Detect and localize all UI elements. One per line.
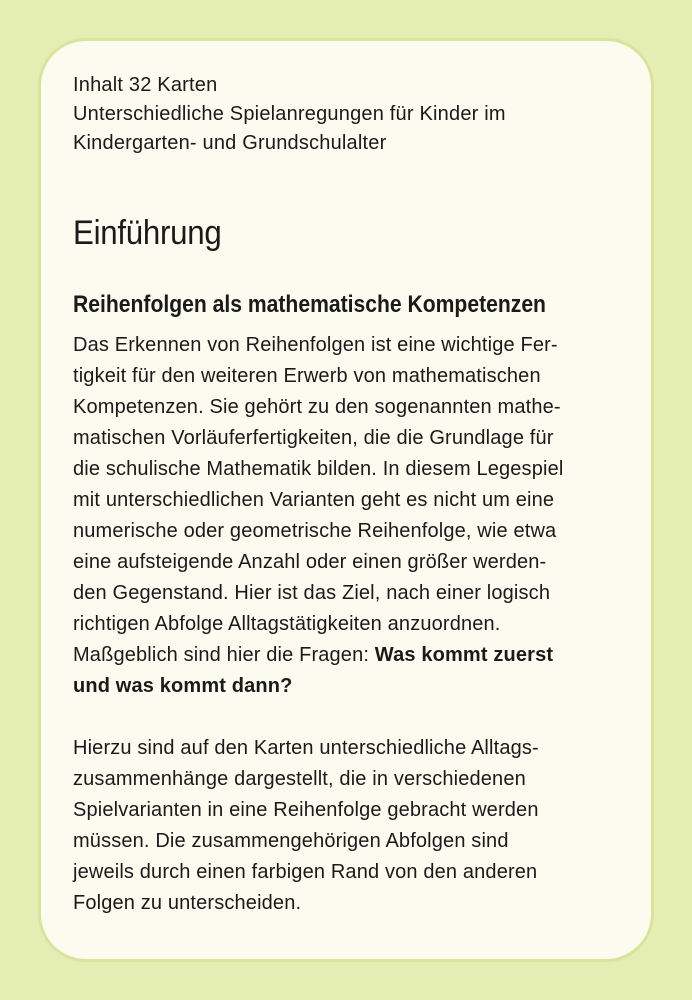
question-bold: Was kommt zuerst — [374, 644, 554, 666]
intro-line: Inhalt 32 Karten — [73, 74, 218, 96]
paragraph-line: mit unterschiedlichen Varianten geht es nicht um eine — [73, 489, 555, 511]
intro-line: Unterschiedliche Spielanregungen für Kinder im — [73, 103, 506, 125]
paragraph-line: Folgen zu unterscheiden. — [73, 892, 302, 914]
paragraph-1 — [73, 330, 633, 702]
paragraph-2 — [73, 733, 633, 919]
paragraph-line: zusammenhänge dargestellt, die in verschiedenen — [73, 768, 526, 790]
question-prefix: Maßgeblich sind hier die Fragen: — [73, 644, 375, 666]
paragraph-line: richtigen Abfolge Alltagstätigkeiten anzuordnen. — [73, 613, 501, 635]
question-line — [73, 671, 633, 702]
question-line — [73, 640, 633, 671]
paragraph-line: den Gegenstand. Hier ist das Ziel, nach einer logisch — [73, 582, 551, 604]
paragraph-line: müssen. Die zusammengehörigen Abfolgen sind — [73, 830, 509, 852]
section-subtitle: Reihenfolgen als mathematische Kompetenzen — [73, 291, 546, 318]
paragraph-line: tigkeit für den weiteren Erwerb von mathematischen — [73, 365, 541, 387]
paragraph-line: Hierzu sind auf den Karten unterschiedliche Alltags- — [73, 737, 539, 759]
paragraph-line: Spielvarianten in eine Reihenfolge gebracht werden — [73, 799, 539, 821]
paragraph-line: matischen Vorläuferfertigkeiten, die die Grundlage für — [73, 427, 554, 449]
paragraph-line: die schulische Mathematik bilden. In diesem Legespiel — [73, 458, 564, 480]
paragraph-line: eine aufsteigende Anzahl oder einen größer werden- — [73, 551, 547, 573]
question-bold: und was kommt dann? — [73, 675, 293, 697]
paragraph-line: jeweils durch einen farbigen Rand von den anderen — [73, 861, 538, 883]
intro-line: Kindergarten- und Grundschulalter — [73, 132, 387, 154]
intro-block — [73, 71, 633, 158]
paragraph-line: numerische oder geometrische Reihenfolge, wie etwa — [73, 520, 557, 542]
card-content — [73, 71, 633, 919]
instruction-card — [38, 38, 654, 962]
section-title: Einführung — [73, 214, 222, 252]
paragraph-line: Das Erkennen von Reihenfolgen ist eine wichtige Fer- — [73, 334, 558, 356]
paragraph-line: Kompetenzen. Sie gehört zu den sogenannten mathe- — [73, 396, 561, 418]
